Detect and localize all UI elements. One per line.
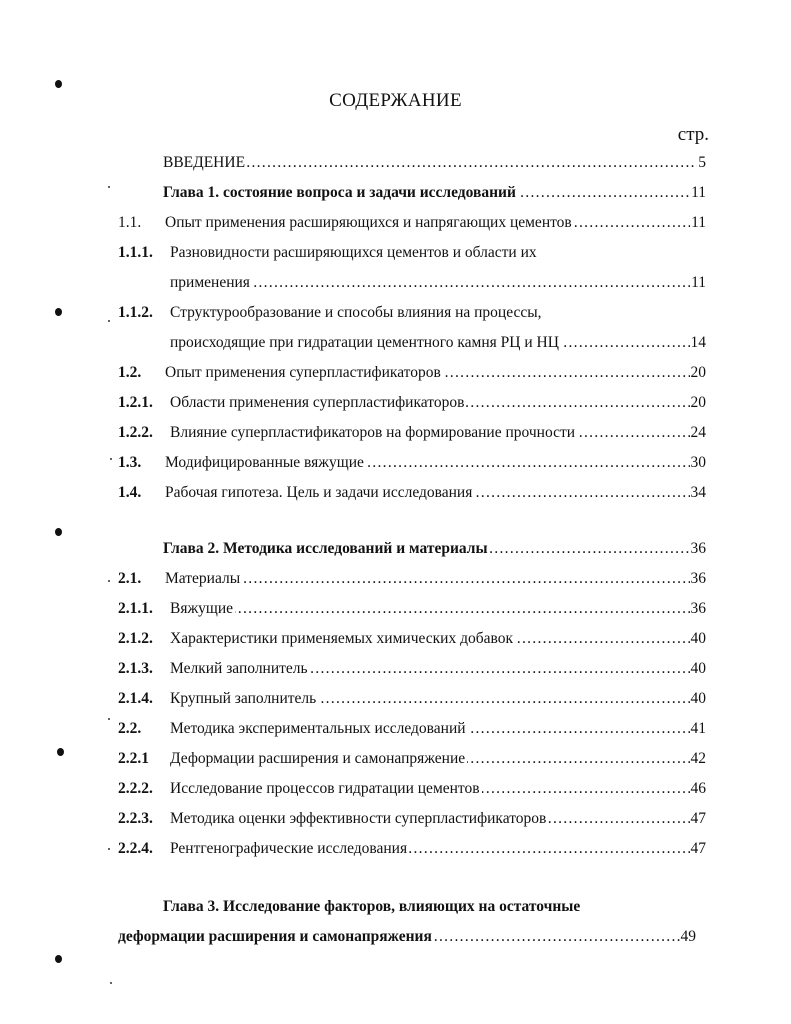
toc-entry: [118, 630, 706, 652]
toc-entry: [163, 154, 706, 176]
toc-entry-text: деформации расширения и самонапряжения: [118, 928, 432, 945]
toc-entry-number: 1.1.2.: [118, 304, 153, 321]
toc-entry: [118, 840, 706, 862]
punch-hole-mark: [55, 528, 62, 536]
toc-entry: [118, 660, 706, 682]
toc-entry-number: 2.2.: [118, 720, 142, 737]
punch-hole-mark: [55, 955, 62, 963]
toc-entry-text: Вяжущие: [170, 600, 234, 617]
toc-entry: [118, 810, 706, 832]
toc-entry: [118, 750, 706, 772]
toc-entry-text: Влияние суперпластификаторов на формирование прочности: [170, 424, 576, 441]
toc-entry-page: 47: [690, 840, 706, 857]
scan-speck: [108, 718, 110, 720]
scan-speck: [110, 458, 112, 460]
toc-entry: [163, 540, 706, 562]
toc-entry-text: происходящие при гидратации цементного камня РЦ и НЦ: [170, 334, 559, 351]
toc-entry: [118, 484, 706, 506]
toc-entry-number: 1.3.: [118, 454, 142, 471]
scan-speck: [108, 580, 110, 582]
toc-entry-number: 2.1.3.: [118, 660, 153, 677]
toc-entry-page: 42: [690, 750, 706, 767]
toc-entry-text: Характеристики применяемых химических добавок: [170, 630, 513, 647]
toc-entry-text: Глава 1. состояние вопроса и задачи исследований: [163, 184, 516, 201]
toc-entry: [118, 690, 706, 712]
toc-entry: [118, 928, 696, 950]
toc-entry-text: Мелкий заполнитель: [170, 660, 308, 677]
toc-entry: [118, 244, 706, 266]
punch-hole-mark: [55, 308, 62, 316]
toc-entry-text: Деформации расширения и самонапряжение: [170, 750, 466, 767]
toc-entry-text: Глава 3. Исследование факторов, влияющих на остаточные: [163, 898, 581, 915]
toc-entry: [163, 184, 706, 206]
toc-entry: [118, 454, 706, 476]
toc-entry-text: Материалы: [165, 570, 241, 587]
toc-entry: [118, 600, 706, 622]
toc-entry-page: 36: [690, 570, 706, 587]
toc-entry: [163, 898, 706, 920]
punch-hole-mark: [57, 748, 64, 756]
toc-entry-number: 1.1.: [118, 214, 142, 231]
toc-entry-text: Крупный заполнитель: [170, 690, 317, 707]
toc-entry-text: Исследование процессов гидратации цементов: [170, 780, 480, 797]
toc-entry-text: ВВЕДЕНИЕ: [163, 154, 246, 171]
toc-entry-page: 46: [690, 780, 706, 797]
toc-entry-page: 11: [691, 214, 706, 231]
toc-entry-page: 40: [690, 660, 706, 677]
page-title: СОДЕРЖАНИЕ: [329, 90, 462, 111]
toc-entry: [118, 394, 706, 416]
toc-entry-page: 5: [698, 154, 706, 171]
toc-entry-number: 1.4.: [118, 484, 142, 501]
scan-speck: [108, 186, 110, 188]
toc-entry-text: Опыт применения расширяющихся и напрягающих цементов: [165, 214, 572, 231]
toc-entry: [118, 214, 706, 236]
toc-entry-page: 47: [690, 810, 706, 827]
toc-entry: [118, 570, 706, 592]
toc-entry-number: 2.2.2.: [118, 780, 153, 797]
toc-entry-text: Рентгенографические исследования: [170, 840, 408, 857]
toc-entry-page: 24: [690, 424, 706, 441]
toc-entry-number: 2.1.: [118, 570, 142, 587]
scan-speck: [108, 848, 110, 850]
toc-entry: [118, 720, 706, 742]
toc-entry-page: 41: [690, 720, 706, 737]
toc-entry-text: Разновидности расширяющихся цементов и области их: [170, 244, 537, 261]
scan-speck: [110, 982, 112, 984]
toc-entry-text: Глава 2. Методика исследований и материалы: [163, 540, 488, 557]
toc-entry: [118, 424, 706, 446]
scan-speck: [108, 320, 110, 322]
toc-entry-text: Структурообразование и способы влияния на процессы,: [170, 304, 542, 321]
toc-entry-number: 1.2.1.: [118, 394, 153, 411]
toc-entry-text: Методика оценки эффективности суперпластификаторов: [170, 810, 547, 827]
punch-hole-mark: [55, 80, 62, 88]
toc-entry-page: 11: [691, 274, 706, 291]
toc-entry-text: Рабочая гипотеза. Цель и задачи исследования: [165, 484, 473, 501]
toc-entry-page: 34: [690, 484, 706, 501]
toc-entry-page: 49: [680, 928, 696, 945]
toc-entry-number: 2.1.2.: [118, 630, 153, 647]
toc-entry-page: 14: [690, 334, 706, 351]
toc-entry-page: 40: [690, 630, 706, 647]
page-column-label: стр.: [677, 124, 709, 145]
toc-entry-page: 30: [690, 454, 706, 471]
toc-entry-number: 2.2.1: [118, 750, 149, 767]
toc-entry-number: 1.1.1.: [118, 244, 153, 261]
toc-entry-number: 2.2.3.: [118, 810, 153, 827]
toc-entry: [118, 780, 706, 802]
toc-entry-page: 36: [690, 540, 706, 557]
toc-entry: [118, 364, 706, 386]
toc-entry: [118, 304, 706, 326]
toc-entry-text: Области применения суперпластификаторов: [170, 394, 465, 411]
toc-entry-text: применения: [170, 274, 250, 291]
toc-entry: [170, 274, 706, 296]
toc-entry-number: 1.2.2.: [118, 424, 153, 441]
toc-entry: [170, 334, 706, 356]
toc-entry-page: 11: [691, 184, 706, 201]
toc-entry-page: 36: [690, 600, 706, 617]
toc-entry-number: 2.1.4.: [118, 690, 153, 707]
toc-entry-page: 40: [690, 690, 706, 707]
toc-entry-number: 2.1.1.: [118, 600, 153, 617]
toc-entry-text: Методика экспериментальных исследований: [170, 720, 466, 737]
toc-entry-text: Опыт применения суперпластификаторов: [165, 364, 441, 381]
toc-entry-page: 20: [690, 394, 706, 411]
toc-entry-number: 2.2.4.: [118, 840, 153, 857]
toc-entry-number: 1.2.: [118, 364, 142, 381]
toc-entry-text: Модифицированные вяжущие: [165, 454, 364, 471]
toc-entry-page: 20: [690, 364, 706, 381]
